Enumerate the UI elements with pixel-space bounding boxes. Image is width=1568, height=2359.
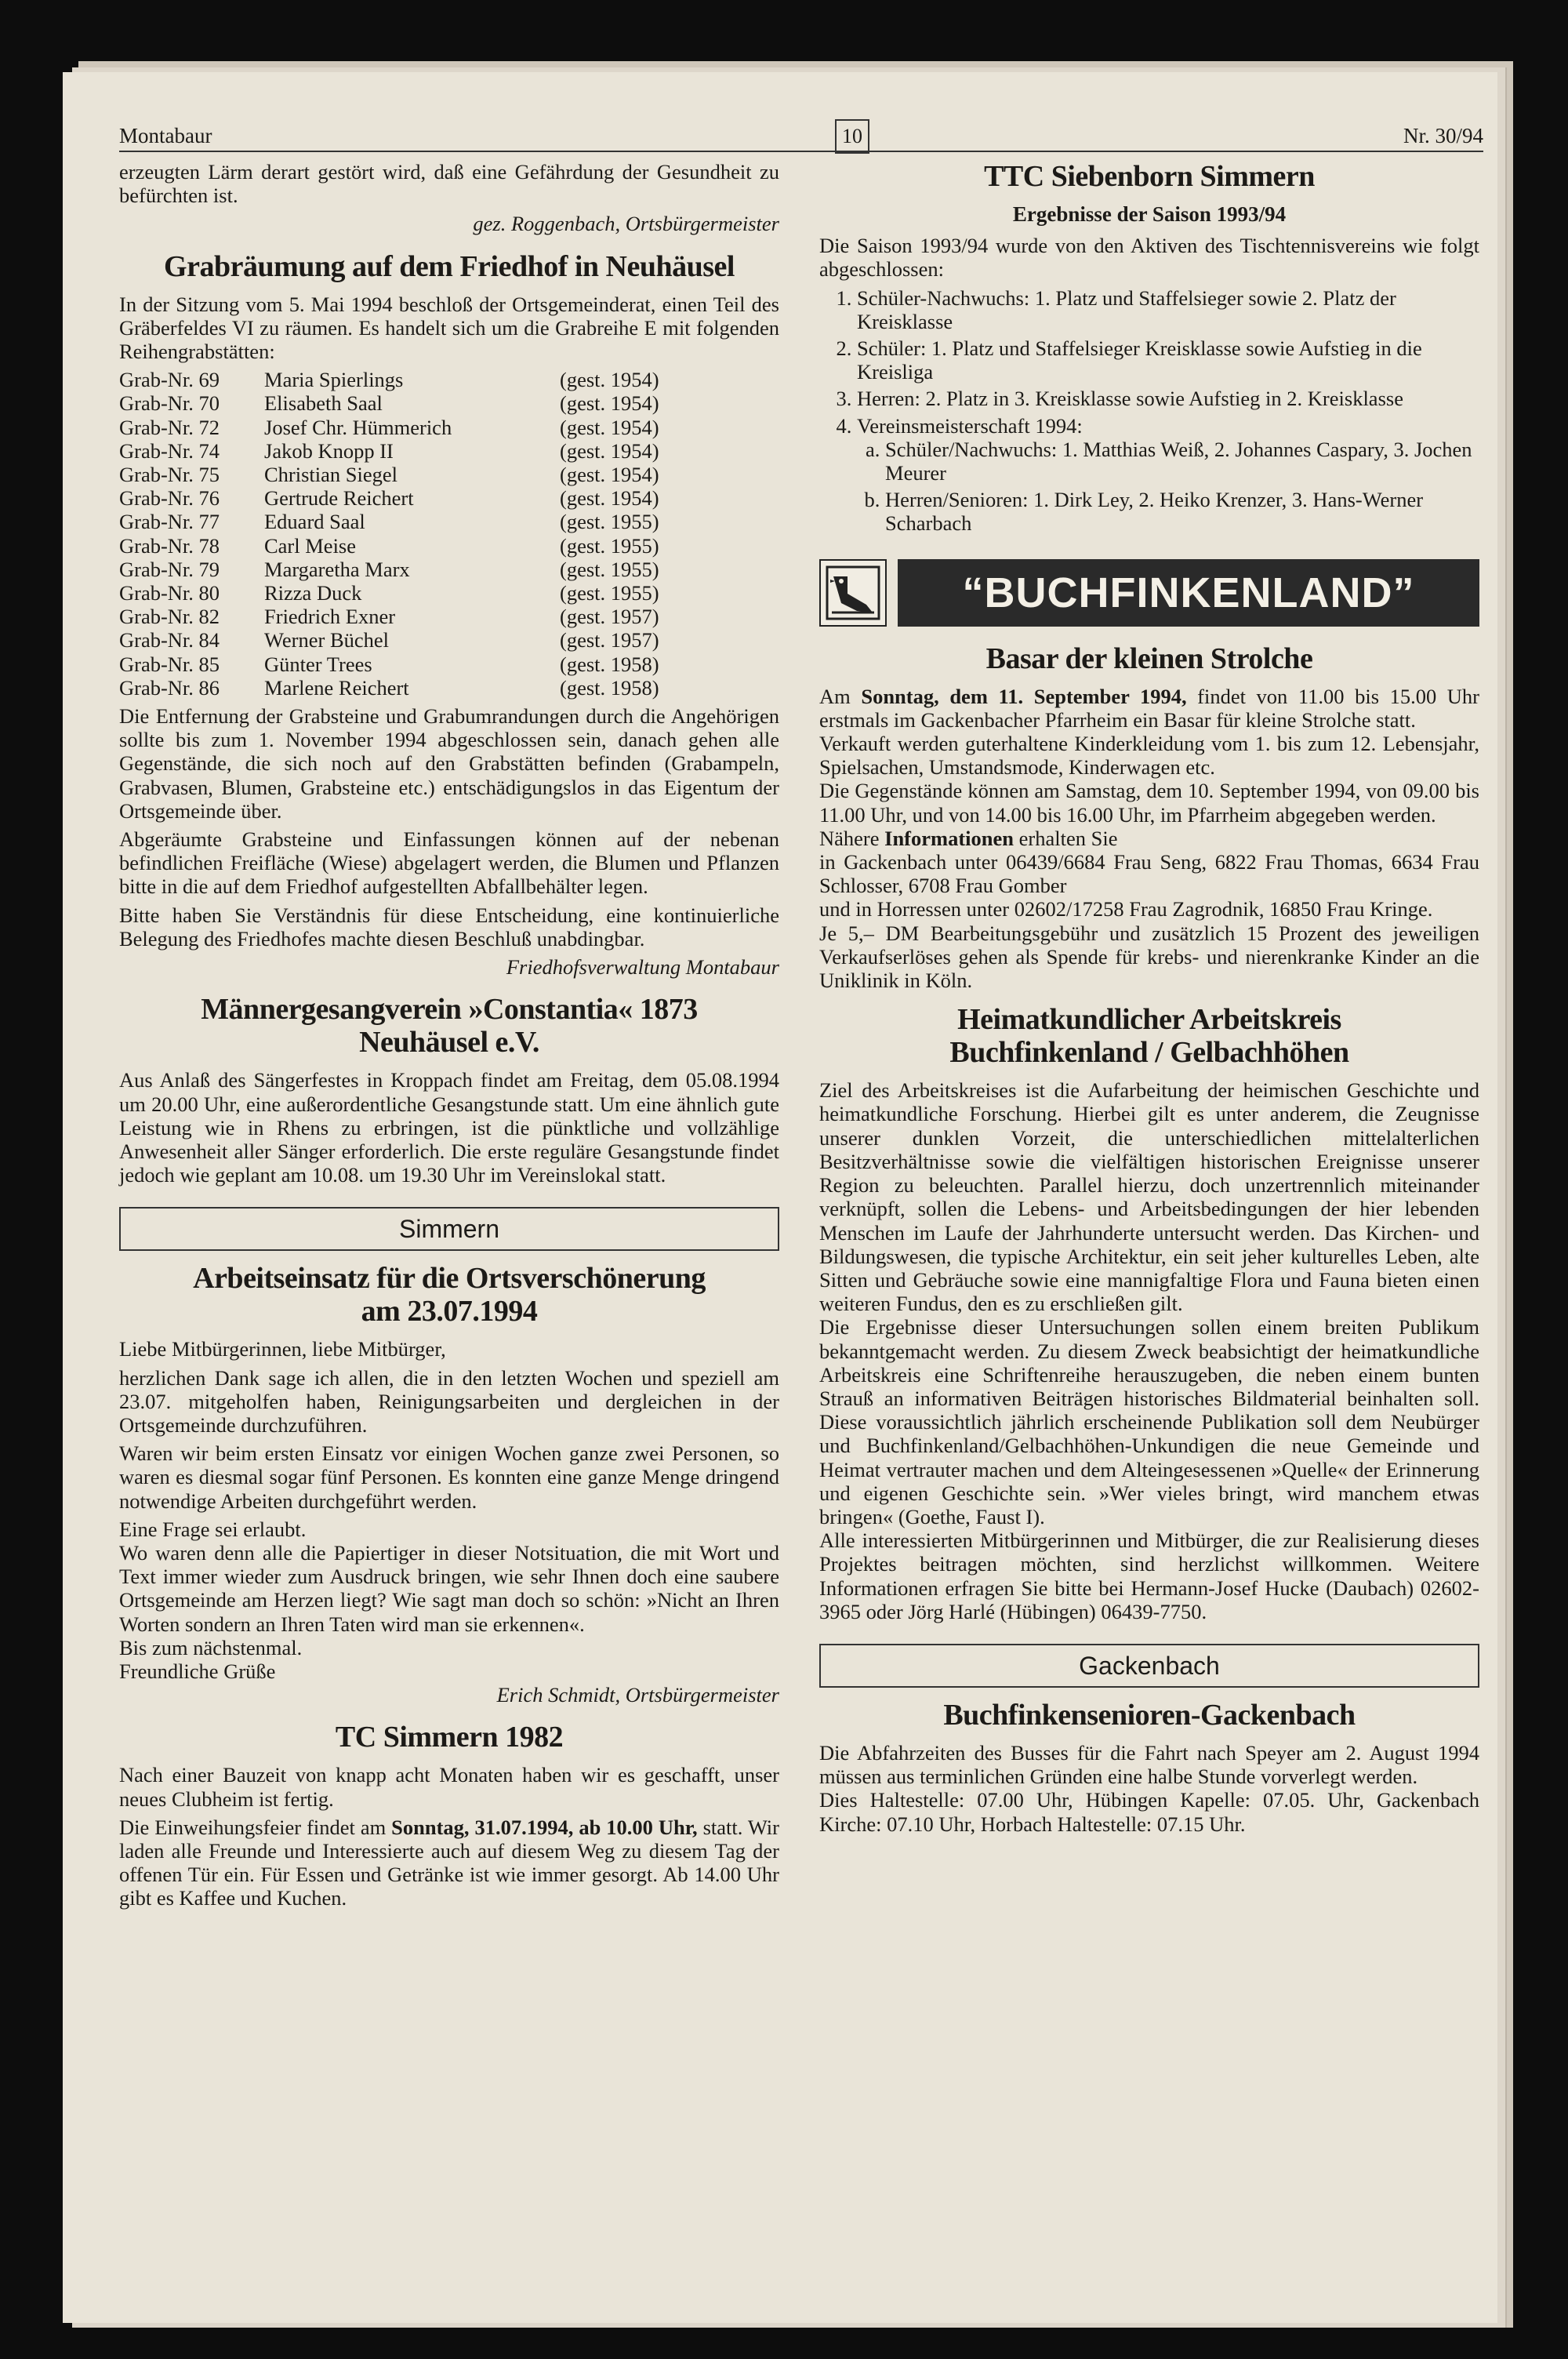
list-item: b. Herren/Senioren: 1. Dirk Ley, 2. Heiko Krenzer, 3. Hans-Werner Scharbach [885, 488, 1479, 535]
grave-name: Christian Siegel [264, 463, 398, 487]
grave-name: Eduard Saal [264, 510, 365, 534]
heimat-paragraph: Die Ergebnisse dieser Untersuchungen sollen einem breiten Publikum bekanntgemacht werden. Zu diesem Zweck beabsichtigt der heimatkundliche Arbeitskreis eine Schriftenreihe herauszugeben, die neben einem bunten Strauß an informativen Beiträgen historisches Bildmaterial beinhalten soll. Diese voraussichtlich jährlich erscheinende Publikation soll dem Neubürger und Buchfinkenland/Gelbachhöhen-Unkundigen die neue Gemeinde und Heimat vertrauter machen und dem Alteingesessenen »Quelle« der Erinnerung und eigenen Geschichte sein. »Wer vieles bringt, wird manchem etwas bringen« (Goethe, Faust I). [819, 1315, 1479, 1528]
grave-name: Werner Büchel [264, 628, 389, 652]
arbeit-paragraph: Waren wir beim ersten Einsatz vor einigen Wochen ganze zwei Personen, so waren es diesmal sogar fünf Personen. Es konnten eine ganze Menge dringend notwendige Arbeiten durchgeführt werden. [119, 1441, 779, 1513]
senioren-paragraph: Die Abfahrzeiten des Busses für die Fahrt nach Speyer am 2. August 1994 müssen aus terminlichen Gründen eine halbe Stunde vorverlegt werden. [819, 1740, 1479, 1789]
friedhof-paragraph: Abgeräumte Grabsteine und Einfassungen können auf der nebenan befindlichen Freifläche (Wiese) abgelagert werden, die Blumen und Pflanzen bitte in die auf dem Friedhof aufgestellten Abfallbehälter legen. [119, 827, 779, 899]
article-title-tc-simmern: TC Simmern 1982 [335, 1721, 564, 1754]
arbeit-paragraph: Wo waren denn alle die Papiertiger in dieser Notsituation, die mit Wort und Text immer wieder zum Ausdruck bringen, wie sehr Ihnen doch eine saubere Ortsgemeinde am Herzen liegt? Wie sagt man doch so schön: »Nicht an Ihren Worten sondern an Ihren Taten wird man sie erkennen«. [119, 1540, 779, 1636]
article-title-basar: Basar der kleinen Strolche [985, 642, 1313, 675]
friedhof-paragraph: Die Entfernung der Grabsteine und Grabumrandungen durch die Angehörigen sollte bis zum 1. November 1994 abgeschlossen sein, danach gehen alle Gegenstände, die sich noch auf den Grabstätten befinden (Grabampeln, Grabvasen, Blumen, Grabsteine etc.) entschädigungslos in das Eigentum der Ortsgemeinde über. [119, 704, 779, 823]
grave-name: Marlene Reichert [264, 675, 409, 700]
grave-nr: Grab-Nr. 72 [119, 415, 220, 439]
article-title-arbeitseinsatz: Arbeitseinsatz für die Ortsverschönerung am 23.07.1994 [193, 1262, 706, 1329]
arbeit-paragraph: Eine Frage sei erlaubt. [119, 1517, 307, 1541]
grave-year: (gest. 1954) [560, 486, 659, 511]
tc-paragraph [119, 1816, 779, 1910]
table-row [119, 605, 779, 628]
list-item: a. Schüler/Nachwuchs: 1. Matthias Weiß, 2. Johannes Caspary, 3. Jochen Meurer [885, 438, 1479, 485]
grave-year: (gest. 1954) [560, 415, 659, 439]
bird-logo-icon [819, 559, 887, 627]
grave-year: (gest. 1954) [560, 438, 659, 463]
table-row [119, 391, 779, 415]
tc-text: statt. Wir laden alle Freunde und Interessierte auch auf diesem Weg zu diesem Tag der offenen Tür ein. Für Essen und Getränke ist wie immer gesorgt. Ab 14.00 Uhr gibt es Kaffee und Kuchen. [119, 1815, 779, 1910]
tc-date-bold: Sonntag, 31.07.1994, ab 10.00 Uhr, [391, 1815, 698, 1839]
grave-name: Günter Trees [264, 652, 372, 676]
newspaper-page [63, 72, 1497, 2323]
friedhof-paragraph: Bitte haben Sie Verständnis für diese Entscheidung, eine kontinuierliche Belegung des Friedhofes machte diesen Beschluß unabdingbar. [119, 903, 779, 951]
grave-nr: Grab-Nr. 85 [119, 652, 220, 676]
ttc-subtitle: Ergebnisse der Saison 1993/94 [1012, 202, 1287, 226]
tc-text: Die Einweihungsfeier findet am [119, 1815, 392, 1839]
grave-name: Rizza Duck [264, 581, 362, 605]
article-title-ttc: TTC Siebenborn Simmern [984, 160, 1315, 193]
grave-year: (gest. 1955) [560, 581, 659, 605]
article-title-mgv: Männergesangverein »Constantia« 1873 Neuhäusel e.V. [201, 993, 698, 1060]
grave-year: (gest. 1958) [560, 652, 659, 676]
basar-paragraph: Die Gegenstände können am Samstag, dem 10. September 1994, von 09.00 bis 11.00 Uhr, und von 14.00 bis 16.00 Uhr, im Pfarrheim abgegeben werden. [819, 779, 1479, 827]
header-rule [119, 151, 1483, 152]
grave-year: (gest. 1954) [560, 391, 659, 416]
list-item: 2. Schüler: 1. Platz und Staffelsieger Kreisklasse sowie Aufstieg in die Kreisliga [857, 336, 1479, 383]
header-town: Montabaur [119, 124, 212, 147]
grave-nr: Grab-Nr. 78 [119, 533, 220, 558]
ttc-intro: Die Saison 1993/94 wurde von den Aktiven des Tischtennisvereins wie folgt abgeschlossen: [819, 234, 1479, 282]
basar-paragraph: Nähere Informationen erhalten Sie [819, 826, 1118, 850]
basar-paragraph: und in Horressen unter 02602/17258 Frau Zagrodnik, 16850 Frau Kringe. [819, 897, 1433, 921]
arbeit-signature: Erich Schmidt, Ortsbürgermeister [496, 1683, 779, 1707]
intro-text: erzeugten Lärm derart gestört wird, daß eine Gefährdung der Gesundheit zu befürchten ist. [119, 160, 779, 208]
table-row [119, 581, 779, 605]
grave-year: (gest. 1955) [560, 533, 659, 558]
grave-name: Gertrude Reichert [264, 486, 414, 511]
grave-year: (gest. 1954) [560, 463, 659, 487]
grave-year: (gest. 1957) [560, 605, 659, 629]
grave-year: (gest. 1957) [560, 628, 659, 652]
table-row [119, 676, 779, 700]
grave-name: Elisabeth Saal [264, 391, 383, 416]
grave-nr: Grab-Nr. 82 [119, 605, 220, 629]
grave-nr: Grab-Nr. 76 [119, 486, 220, 511]
table-row [119, 558, 779, 581]
section-heading-gackenbach: Gackenbach [819, 1644, 1479, 1688]
grave-nr: Grab-Nr. 86 [119, 675, 220, 700]
grave-nr: Grab-Nr. 75 [119, 463, 220, 487]
grave-nr: Grab-Nr. 69 [119, 368, 220, 392]
basar-paragraph: Verkauft werden guterhaltene Kinderkleidung vom 1. bis zum 12. Lebensjahr, Spielsachen, Umstandsmode, Kinderwagen etc. [819, 732, 1479, 780]
basar-paragraph: Am Sonntag, dem 11. September 1994, findet von 11.00 bis 15.00 Uhr erstmals im Gackenbacher Pfarrheim ein Basar für kleine Strolche statt. [819, 684, 1480, 732]
grave-nr: Grab-Nr. 70 [119, 391, 220, 416]
table-row [119, 534, 779, 558]
tc-paragraph: Nach einer Bauzeit von knapp acht Monaten haben wir es geschafft, unser neues Clubheim ist fertig. [119, 1763, 779, 1811]
grave-year: (gest. 1954) [560, 368, 659, 392]
basar-paragraph: in Gackenbach unter 06439/6684 Frau Seng, 6822 Frau Thomas, 6634 Frau Schlosser, 6708 Frau Gomber [819, 850, 1479, 898]
friedhof-intro: In der Sitzung vom 5. Mai 1994 beschloß der Ortsgemeinderat, einen Teil des Gräberfeldes VI zu räumen. Es handelt sich um die Grabreihe E mit folgenden Reihengrabstätten: [119, 292, 779, 364]
grave-name: Carl Meise [264, 533, 357, 558]
section-heading-simmern: Simmern [119, 1207, 779, 1251]
table-row [119, 486, 779, 510]
table-row [119, 463, 779, 486]
heimat-paragraph: Ziel des Arbeitskreises ist die Aufarbeitung der heimischen Geschichte und heimatkundliche Forschung. Hierbei gilt es unter anderem, die Zeugnisse unserer dunklen Vorzeit, die unterschiedlichen mittelalterlichen Besitzverhältnisse sowie die vielfältigen historischen Ereignisse unserer Region zu beleuchten. Parallel hierzu, doch unzertrennlich miteinander verknüpft, sollen die Lebens- und Arbeitsbedingungen der hier lebenden Menschen im Laufe der Jahrhunderte untersucht werden. Das Kirchen- und Bildungswesen, die typische Architektur, ein seit jeher kulturelles Leben, alte Sitten und Gebräuche sowie eine mannigfaltige Flora und Fauna bieten einen weiteren Fundus, den es zu erschließen gilt. [819, 1078, 1479, 1316]
basar-paragraph: Je 5,– DM Bearbeitungsgebühr und zusätzlich 15 Prozent des jeweiligen Verkaufserlöses gehen als Spende für krebs- und nierenkranke Kinder an die Uniklinik in Köln. [819, 921, 1479, 993]
list-item: 4. Vereinsmeisterschaft 1994: a. Schüler/Nachwuchs: 1. Matthias Weiß, 2. Johannes Caspary, 3. Jochen Meurer b. Herren/Senioren: 1. Dirk Ley, 2. Heiko Krenzer, 3. Hans-Werner Scharbach [857, 414, 1479, 536]
intro-signature: gez. Roggenbach, Ortsbürgermeister [473, 212, 779, 236]
arbeit-paragraph: Bis zum nächstenmal. [119, 1635, 303, 1659]
grave-table [119, 368, 779, 700]
buchfinkenland-banner [819, 559, 1479, 627]
left-column [119, 160, 779, 1915]
grave-year: (gest. 1955) [560, 510, 659, 534]
table-row [119, 652, 779, 676]
grave-nr: Grab-Nr. 80 [119, 581, 220, 605]
list-item: 3. Herren: 2. Platz in 3. Kreisklasse sowie Aufstieg in 2. Kreisklasse [857, 387, 1479, 410]
article-title-friedhof: Grabräumung auf dem Friedhof in Neuhäusel [164, 249, 735, 283]
friedhof-signature: Friedhofsverwaltung Montabaur [506, 955, 779, 980]
ttc-results-list [819, 286, 1479, 536]
ttc-sublist [857, 438, 1479, 536]
grave-name: Maria Spierlings [264, 368, 404, 392]
table-row [119, 628, 779, 652]
basar-date-bold: Sonntag, dem 11. September 1994, [861, 684, 1187, 708]
grave-name: Jakob Knopp II [264, 438, 394, 463]
header-issue: Nr. 30/94 [1403, 124, 1483, 147]
senioren-paragraph: Dies Haltestelle: 07.00 Uhr, Hübingen Kapelle: 07.05. Uhr, Gackenbach Kirche: 07.10 Uhr, Horbach Haltestelle: 07.15 Uhr. [819, 1788, 1479, 1836]
grave-nr: Grab-Nr. 79 [119, 557, 220, 581]
arbeit-paragraph: Liebe Mitbürgerinnen, liebe Mitbürger, [119, 1337, 446, 1361]
grave-nr: Grab-Nr. 74 [119, 438, 220, 463]
page-header [119, 119, 1483, 151]
banner-title: “BUCHFINKENLAND” [898, 559, 1479, 627]
right-column [819, 160, 1479, 1841]
grave-name: Josef Chr. Hümmerich [264, 415, 452, 439]
table-row [119, 416, 779, 439]
mgv-paragraph: Aus Anlaß des Sängerfestes in Kroppach findet am Freitag, dem 05.08.1994 um 20.00 Uhr, eine außerordentliche Gesangstunde statt. Um eine ähnlich gute Leistung wie in Rhens zu erbringen, ist die pünktliche und vollzählige Anwesenheit aller Sänger erforderlich. Die erste reguläre Gesangstunde findet jedoch wie geplant am 10.08. um 19.30 Uhr im Vereinslokal statt. [119, 1068, 779, 1187]
grave-name: Margaretha Marx [264, 557, 410, 581]
article-title-heimat: Heimatkundlicher Arbeitskreis Buchfinkenland / Gelbachhöhen [949, 1003, 1349, 1070]
heimat-paragraph: Alle interessierten Mitbürgerinnen und Mitbürger, die zur Realisierung dieses Projektes beitragen möchten, sind herzlichst willkommen. Weitere Informationen erfragen Sie bitte bei Hermann-Josef Hucke (Daubach) 02602-3965 oder Jörg Harlé (Hübingen) 06439-7750. [819, 1528, 1479, 1623]
arbeit-paragraph: Freundliche Grüße [119, 1659, 276, 1683]
grave-name: Friedrich Exner [264, 605, 396, 629]
grave-nr: Grab-Nr. 84 [119, 628, 220, 652]
grave-year: (gest. 1958) [560, 675, 659, 700]
arbeit-paragraph: herzlichen Dank sage ich allen, die in den letzten Wochen und speziell am 23.07. mitgeholfen haben, Reinigungsarbeiten und dergleichen in der Ortsgemeinde durchzuführen. [119, 1365, 779, 1437]
grave-year: (gest. 1955) [560, 557, 659, 581]
page-number: 10 [835, 119, 869, 154]
list-item: 1. Schüler-Nachwuchs: 1. Platz und Staffelsieger sowie 2. Platz der Kreisklasse [857, 286, 1479, 333]
grave-nr: Grab-Nr. 77 [119, 510, 220, 534]
article-title-senioren: Buchfinkensenioren-Gackenbach [943, 1698, 1356, 1732]
table-row [119, 510, 779, 533]
table-row [119, 368, 779, 391]
table-row [119, 439, 779, 463]
basar-info-bold: Informationen [884, 826, 1014, 850]
